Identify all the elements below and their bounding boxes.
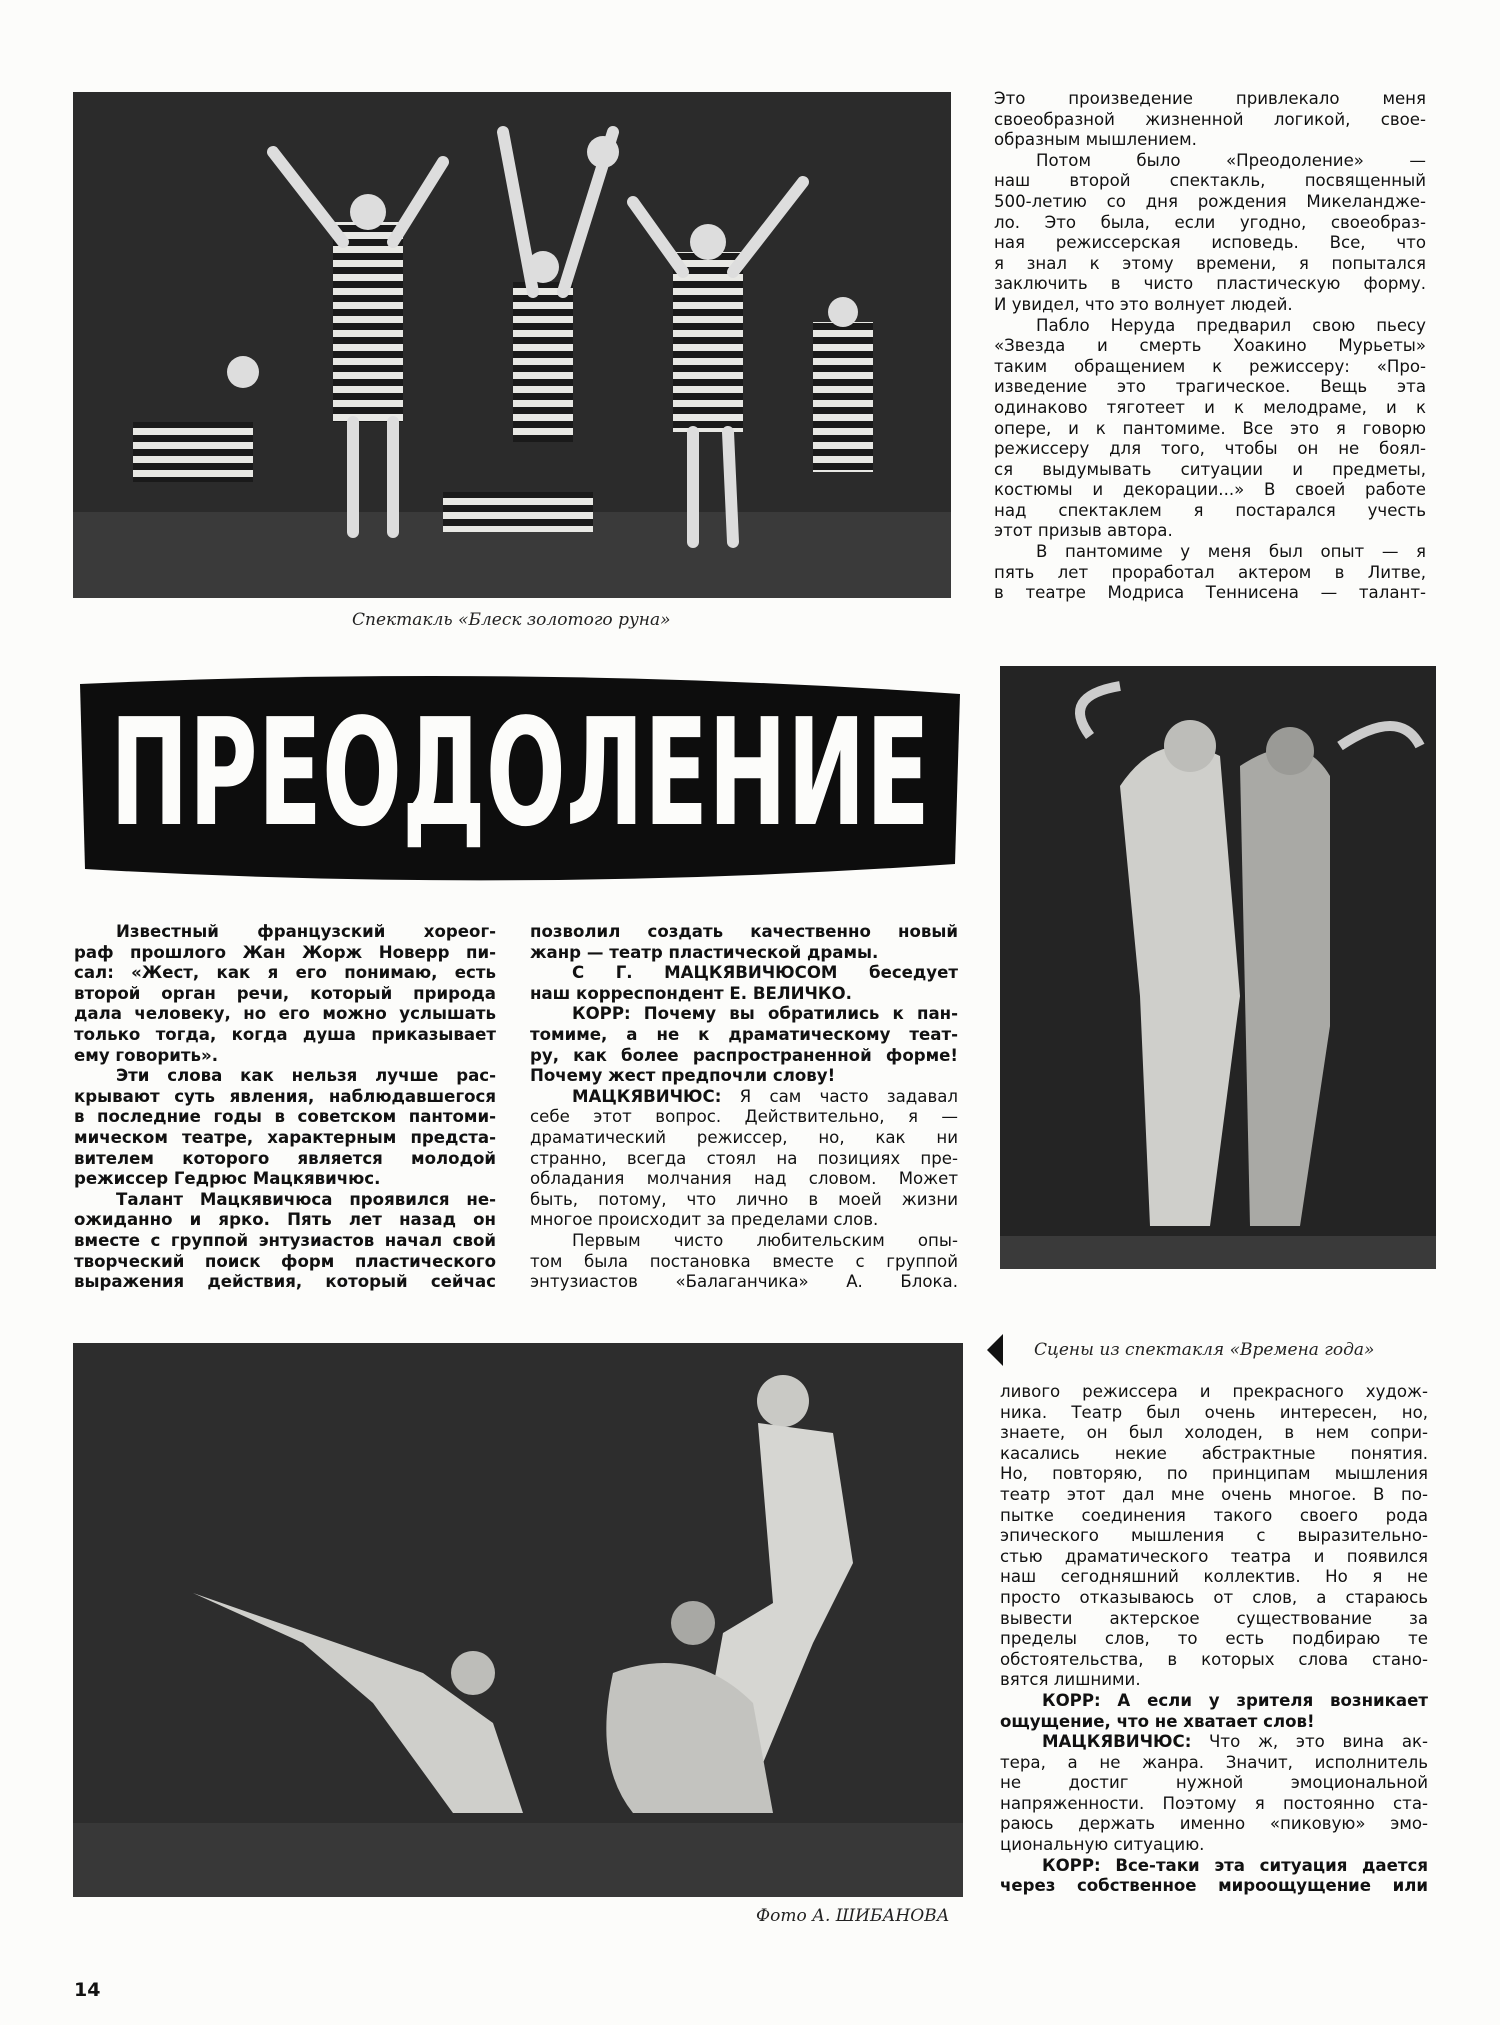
text-line: обстоятельства, в которых слова стано- — [1000, 1649, 1428, 1669]
page-number: 14 — [74, 1979, 101, 2001]
text-line: заключить в чисто пластическую форму. — [994, 274, 1426, 294]
text-line: вителем которого является молодой — [74, 1148, 496, 1168]
caption-arrow-icon — [987, 1334, 1003, 1366]
text-line: ся выдумывать ситуации и предметы, — [994, 459, 1426, 479]
text-line: напряженности. Поэтому я постоянно ста- — [1000, 1793, 1428, 1813]
text-line: раюсь держать именно «пиковую» эмо- — [1000, 1814, 1428, 1834]
speaker-label: МАЦКЯВИЧЮС: — [572, 1086, 722, 1106]
text-line: драматический режиссер, но, как ни — [530, 1127, 958, 1147]
text-line: касались некие абстрактные понятия. — [1000, 1443, 1428, 1463]
text-line: просто отказываюсь от слов, а стараюсь — [1000, 1587, 1428, 1607]
photo-golden-fleece — [73, 92, 951, 598]
text-line: тера, а не жанра. Значит, исполнитель — [1000, 1752, 1428, 1772]
caption-right-photo: Сцены из спектакля «Времена года» — [1034, 1340, 1375, 1360]
column-right-top — [994, 89, 1426, 604]
text-line: странно, всегда стоял на позициях пре- — [530, 1148, 958, 1168]
text-line: КОРР: Почему вы обратились к пан- — [572, 1004, 958, 1024]
text-span: Что ж, это вина ак- — [1191, 1732, 1428, 1752]
text-line: раф прошлого Жан Жорж Новерр пи- — [74, 942, 496, 962]
text-line: пределы слов, то есть подбираю те — [1000, 1629, 1428, 1649]
text-line: В пантомиме у меня был опыт — я — [1036, 542, 1426, 562]
text-line: пытке соединения такого своего рода — [1000, 1505, 1428, 1525]
text-line: знаете, он был холоден, в нем сопри- — [1000, 1423, 1428, 1443]
text-line: образным мышлением. — [994, 130, 1197, 150]
text-line: циональную ситуацию. — [1000, 1835, 1205, 1855]
text-span: Я сам часто задавал — [721, 1086, 958, 1106]
text-line: эпического мышления с выразительно- — [1000, 1526, 1428, 1546]
text-line: Почему жест предпочли слову! — [530, 1066, 836, 1086]
text-line: Известный французский хореог- — [116, 922, 496, 941]
text-line: одинаково тяготеет и к мелодраме, и к — [994, 397, 1426, 417]
column-middle — [530, 922, 958, 1293]
text-line: КОРР: Все-таки эта ситуация дается — [1042, 1855, 1428, 1875]
text-line: вместе с группой энтузиастов начал свой — [74, 1230, 496, 1250]
text-line: только тогда, когда душа приказывает — [74, 1024, 496, 1044]
text-line: не достиг нужной эмоциональной — [1000, 1773, 1428, 1793]
text-line: том была постановка вместе с группой — [530, 1251, 958, 1271]
text-line: Это произведение привлекало меня — [994, 89, 1426, 108]
text-line: Эти слова как нельзя лучше рас- — [116, 1066, 496, 1086]
text-line: томиме, а не к драматическому теат- — [530, 1024, 958, 1044]
text-line: пять лет проработал актером в Литве, — [994, 562, 1426, 582]
text-line: себе этот вопрос. Действительно, я — — [530, 1107, 958, 1127]
text-line: КОРР: А если у зрителя возникает — [1042, 1690, 1428, 1710]
text-line: Первым чисто любительским опы- — [572, 1230, 958, 1250]
text-line: этот призыв автора. — [994, 521, 1173, 541]
photo-bottom-scene — [73, 1343, 963, 1897]
text-line: «Звезда и смерть Хоакино Мурьеты» — [994, 336, 1426, 356]
text-line: вывести актерское существование за — [1000, 1608, 1428, 1628]
column-left — [74, 922, 496, 1293]
text-line: театр этот дал мне очень многое. В по- — [1000, 1484, 1428, 1504]
text-line: ная режиссерская исповедь. Все, что — [994, 233, 1426, 253]
text-line: дала человеку, но его можно услышать — [74, 1004, 496, 1024]
text-line: крывают суть явления, наблюдавшегося — [74, 1086, 496, 1106]
text-line: в последние годы в советском пантоми- — [74, 1107, 496, 1127]
text-line: мическом театре, характерным предста- — [74, 1127, 496, 1147]
text-line: через собственное мироощущение или — [1000, 1876, 1428, 1896]
text-line: ему говорить». — [74, 1045, 219, 1065]
text-line: наш корреспондент Е. ВЕЛИЧКО. — [530, 983, 852, 1003]
text-line: стью драматического театра и появился — [1000, 1546, 1428, 1566]
title-text: ПРЕОДОЛЕНИЕ — [110, 687, 930, 859]
text-line — [530, 1087, 958, 1108]
text-line: выражения действия, который сейчас — [74, 1272, 496, 1292]
text-line: ника. Театр был очень интересен, но, — [1000, 1402, 1428, 1422]
text-line: над спектаклем я постарался учесть — [994, 500, 1426, 520]
text-line: изведение это трагическое. Вещь эта — [994, 377, 1426, 397]
text-line: своеобразной жизненной логикой, свое- — [994, 109, 1426, 129]
text-line: быть, потому, что лично в моей жизни — [530, 1189, 958, 1209]
text-line — [1000, 1732, 1428, 1753]
text-line: ру, как более распространенной форме! — [530, 1045, 958, 1065]
text-line: творческий поиск форм пластического — [74, 1251, 496, 1271]
text-line: позволил создать качественно новый — [530, 922, 958, 941]
title-ornament — [70, 664, 970, 886]
text-line: Пабло Неруда предварил свою пьесу — [1036, 315, 1426, 335]
text-line: И увидел, что это волнует людей. — [994, 294, 1293, 314]
text-line: ожиданно и ярко. Пять лет назад он — [74, 1210, 496, 1230]
caption-photo-credit: Фото А. ШИБАНОВА — [756, 1906, 950, 1926]
text-line: С Г. МАЦКЯВИЧЮСОМ беседует — [572, 963, 958, 983]
text-line: ло. Это была, если угодно, своеобраз- — [994, 212, 1426, 232]
text-line: вятся лишними. — [1000, 1670, 1141, 1690]
article-title — [70, 664, 970, 886]
text-line: жанр — театр пластической драмы. — [530, 942, 879, 962]
text-line: второй орган речи, который природа — [74, 983, 496, 1003]
text-line: режиссер Гедрюс Мацкявичюс. — [74, 1169, 381, 1189]
text-line: я знал к этому времени, я попытался — [994, 253, 1426, 273]
text-line: ливого режиссера и прекрасного худож- — [1000, 1382, 1428, 1401]
caption-top-photo: Спектакль «Блеск золотого руна» — [352, 610, 671, 630]
text-line: Потом было «Преодоление» — — [1036, 150, 1426, 170]
text-line: сал: «Жест, как я его понимаю, есть — [74, 963, 496, 983]
text-line: наш сегодняшний коллектив. Но я не — [1000, 1567, 1428, 1587]
photo-seasons — [1000, 666, 1436, 1269]
text-line: костюмы и декорации...» В своей работе — [994, 480, 1426, 500]
text-line: наш второй спектакль, посвященный — [994, 171, 1426, 191]
speaker-label: МАЦКЯВИЧЮС: — [1042, 1732, 1192, 1752]
text-line: 500-летию со дня рождения Микеландже- — [994, 191, 1426, 211]
text-line: таким обращением к режиссеру: «Про- — [994, 356, 1426, 376]
text-line: Талант Мацкявичюса проявился не- — [116, 1189, 496, 1209]
text-line: режиссеру для того, чтобы он не боял- — [994, 439, 1426, 459]
text-line: Но, повторяю, по принципам мышления — [1000, 1464, 1428, 1484]
text-line: энтузиастов «Балаганчика» А. Блока. — [530, 1272, 958, 1292]
text-line: обладания молчания над словом. Может — [530, 1169, 958, 1189]
text-line: многое происходит за пределами слов. — [530, 1210, 879, 1230]
text-line: опере, и к пантомиме. Все это я говорю — [994, 418, 1426, 438]
text-line: ощущение, что не хватает слов! — [1000, 1711, 1315, 1731]
column-right-bottom — [1000, 1382, 1428, 1897]
text-line: в театре Модриса Теннисена — талант- — [994, 583, 1426, 603]
